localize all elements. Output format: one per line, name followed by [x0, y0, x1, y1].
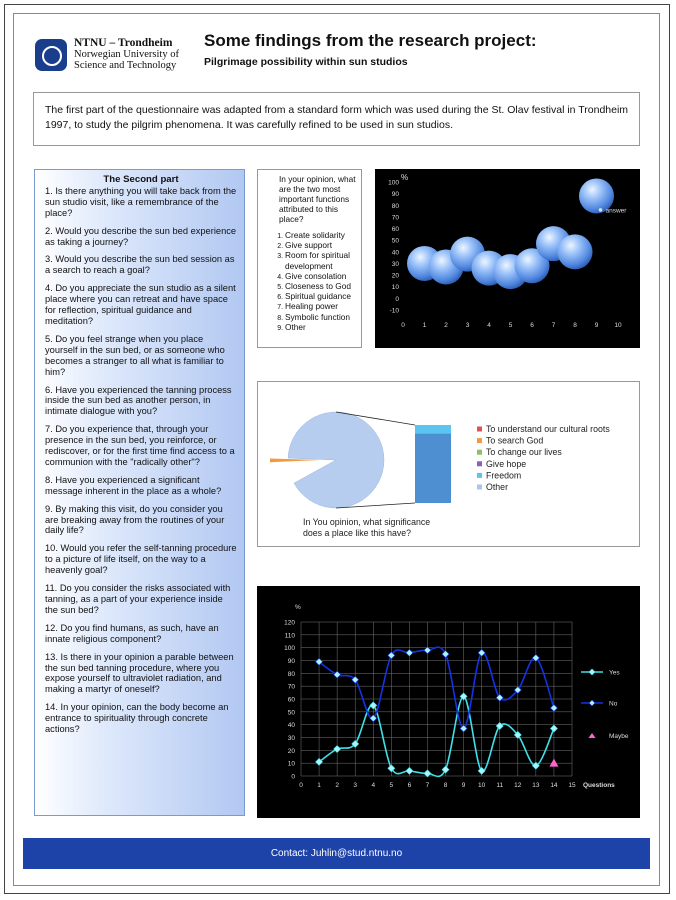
bubble-y-axis-label: % [401, 173, 409, 182]
question-item: 9. By making this visit, do you consider you are breaking away from the routines of your daily life? [45, 503, 225, 536]
bubble-y-tick: 20 [391, 272, 399, 280]
line-x-tick: 11 [496, 782, 504, 789]
bubble-x-tick: 7 [551, 322, 556, 329]
line-x-tick: 2 [335, 782, 339, 789]
line-y-tick: 60 [287, 696, 295, 704]
bar-segment-freedom [415, 425, 451, 434]
function-item: 6. Spiritual guidance [285, 291, 357, 301]
question-item: 12. Do you find humans, as such, have an innate religious component? [45, 622, 219, 644]
functions-box [257, 169, 362, 348]
institution-line-1: NTNU – Trondheim [74, 37, 173, 49]
bubble-x-tick: 6 [530, 322, 534, 329]
institution-line-3: Science and Technology [74, 60, 177, 71]
function-item: 7. Healing power [285, 301, 357, 311]
line-chart [257, 586, 640, 818]
line-point-yes [442, 766, 449, 773]
institution-line-2: Norwegian University of [74, 49, 179, 60]
bubble-legend-label: answer [605, 207, 627, 215]
question-item: 10. Would you refer the self-tanning procedure to a picture of life itself, on the way to a heavenly goal? [45, 543, 237, 576]
functions-list [262, 230, 357, 332]
bubble-y-tick: 100 [388, 179, 399, 187]
line-point-yes [334, 746, 341, 753]
line-legend-marker-maybe [589, 733, 596, 738]
line-x-axis-label: Questions [583, 782, 615, 789]
pie-legend-label: Other [486, 482, 509, 492]
line-legend-marker-yes [589, 669, 595, 675]
line-x-tick: 7 [425, 782, 430, 789]
bubble-y-tick: 90 [391, 191, 399, 199]
line-y-tick: 50 [287, 709, 295, 717]
pie-chart-box [257, 381, 640, 547]
pie-legend-swatch [477, 450, 482, 455]
line-legend-label-no: No [609, 700, 618, 708]
bubble-x-tick: 0 [401, 322, 405, 329]
line-x-tick: 0 [299, 782, 303, 789]
line-y-tick: 120 [284, 619, 295, 627]
line-point-maybe [549, 759, 558, 767]
second-part-heading: The Second part [103, 174, 179, 185]
bubble-y-tick: 40 [391, 249, 399, 257]
bubble-x-tick: 3 [465, 322, 470, 329]
bubble-y-tick: 30 [391, 260, 399, 268]
intro-text: The first part of the questionnaire was adapted from a standard form which was used during the St. Olav festival in Trondheim 1997, to study the pilgrim phenomena. It was carefully refined to be used in sun studios. [33, 92, 640, 146]
bubble-x-tick: 9 [594, 322, 599, 329]
institution-name [74, 38, 179, 71]
line-y-tick: 20 [287, 747, 295, 755]
line-x-tick: 1 [317, 782, 321, 789]
question-item: 3. Would you describe the sun bed session as a search to reach a goal? [45, 254, 235, 276]
pie-legend-label: To search God [486, 435, 544, 446]
pie-legend-swatch [477, 461, 482, 466]
question-item: 2. Would you describe the sun bed experience as taking a journey? [45, 225, 237, 247]
line-legend-label-maybe: Maybe [609, 733, 629, 740]
bubble-chart-svg [375, 169, 640, 348]
second-part-questions [34, 169, 245, 816]
line-x-tick: 4 [371, 782, 376, 789]
line-point-no [406, 649, 413, 656]
line-y-tick: 0 [291, 773, 295, 781]
ntnu-logo [35, 39, 67, 71]
bubble-x-tick: 8 [573, 322, 577, 329]
line-point-yes [550, 725, 557, 732]
bubble-y-tick: 0 [395, 295, 399, 303]
bubble-x-tick: 5 [508, 322, 513, 329]
function-item: 5. Closeness to God [285, 281, 357, 291]
line-legend-marker-no [589, 700, 595, 706]
bubble-y-tick: -10 [389, 307, 399, 315]
bubble-y-tick: 60 [391, 226, 399, 234]
question-item: 1. Is there anything you will take back from the sun studio visit, like a remembrance of the place? [45, 185, 237, 218]
line-x-tick: 5 [389, 782, 394, 789]
line-y-tick: 70 [287, 683, 295, 691]
pie-legend-swatch [477, 473, 482, 478]
line-point-no [478, 649, 485, 656]
bubble-x-tick: 1 [422, 322, 427, 329]
line-y-tick: 40 [287, 722, 295, 730]
line-point-yes [478, 767, 485, 774]
line-x-tick: 13 [532, 782, 540, 789]
line-x-tick: 14 [550, 782, 558, 789]
bubble-x-tick: 10 [614, 322, 622, 329]
function-item: 9. Other [285, 322, 357, 332]
question-list [45, 186, 237, 735]
line-y-tick: 100 [284, 645, 295, 653]
line-y-tick: 10 [287, 760, 295, 768]
question-item: 6. Have you experienced the tanning process inside the sun bed as another person, in intimate dialogue with you? [45, 384, 232, 417]
line-point-no [550, 704, 557, 711]
pie-legend-label: Freedom [486, 470, 522, 481]
line-y-tick: 110 [284, 632, 295, 640]
pie-legend-swatch [477, 427, 482, 432]
line-chart-svg [257, 586, 640, 818]
bubble-x-tick: 2 [444, 322, 448, 329]
question-item: 14. In your opinion, can the body become an entrance to spirituality through concrete actions? [45, 702, 229, 735]
line-x-tick: 15 [568, 782, 576, 789]
question-item: 7. Do you experience that, through your presence in the sun bed, you reinforce, or rediscover, or for the first time find access to a communion with the "radically other"? [45, 424, 235, 467]
functions-question: In your opinion, what are the two most important functions attributed to this place? [279, 174, 356, 224]
question-item: 13. Is there in your opinion a parable between the sun bed tanning procedure, where you expose yourself to ultraviolet radiation, and making a martyr of oneself? [45, 651, 234, 695]
question-item: 11. Do you consider the risks associated with tanning, as a part of your experience inside the sun bed? [45, 583, 231, 615]
line-y-tick: 80 [287, 670, 295, 678]
pie-legend-label: To understand our cultural roots [486, 424, 610, 434]
bubble-y-tick: 80 [391, 202, 399, 210]
line-point-no [442, 651, 449, 658]
line-x-tick: 3 [353, 782, 358, 789]
page-title: Some findings from the research project: [204, 31, 537, 50]
line-point-yes [406, 767, 413, 774]
line-y-axis-label: % [295, 604, 301, 611]
line-x-tick: 6 [407, 782, 412, 789]
line-y-tick: 30 [287, 735, 295, 742]
bubble-y-tick: 10 [391, 284, 399, 292]
function-item: 8. Symbolic function [285, 312, 357, 322]
question-item: 5. Do you feel strange when you place yourself in the sun bed, or as someone who becomes a stranger to all what is familiar to him? [45, 333, 225, 377]
function-item: 2. Give support [285, 240, 357, 250]
bubble-point [558, 234, 593, 269]
bubble-y-tick: 50 [391, 237, 399, 245]
bar-segment-other [415, 434, 451, 503]
pie-legend-swatch [477, 485, 482, 490]
function-item: 1. Create solidarity [285, 230, 357, 240]
function-item: 4. Give consolation [285, 271, 357, 281]
pie-legend-label: Give hope [486, 458, 527, 469]
line-y-tick: 90 [287, 658, 295, 665]
question-item: 4. Do you appreciate the sun studio as a silent place where you can retreat and have space for reflection, spiritual guidance and meditation? [45, 283, 236, 326]
line-legend-label-yes: Yes [609, 669, 620, 677]
line-point-no [334, 671, 341, 678]
footer-contact: Contact: Juhlin@stud.ntnu.no [23, 838, 650, 869]
line-x-tick: 10 [478, 782, 486, 789]
bubble-chart [375, 169, 640, 348]
pie-legend-label: To change our lives [486, 447, 562, 458]
bubble-y-tick: 70 [391, 214, 399, 222]
question-item: 8. Have you experienced a significant message inherent in the place as a whole? [45, 474, 222, 496]
pie-legend-swatch [477, 438, 482, 443]
line-x-tick: 12 [514, 782, 522, 789]
line-x-tick: 9 [461, 782, 466, 789]
bubble-x-tick: 4 [487, 322, 491, 329]
pie-chart-svg [258, 382, 639, 546]
pie-caption: In You opinion, what significance does a place like this have? [303, 517, 431, 538]
function-item: 3. Room for spiritual development [285, 250, 357, 270]
page-subtitle: Pilgrimage possibility within sun studios [204, 56, 408, 68]
bubble-legend-marker [599, 208, 603, 212]
line-x-tick: 8 [443, 782, 448, 789]
